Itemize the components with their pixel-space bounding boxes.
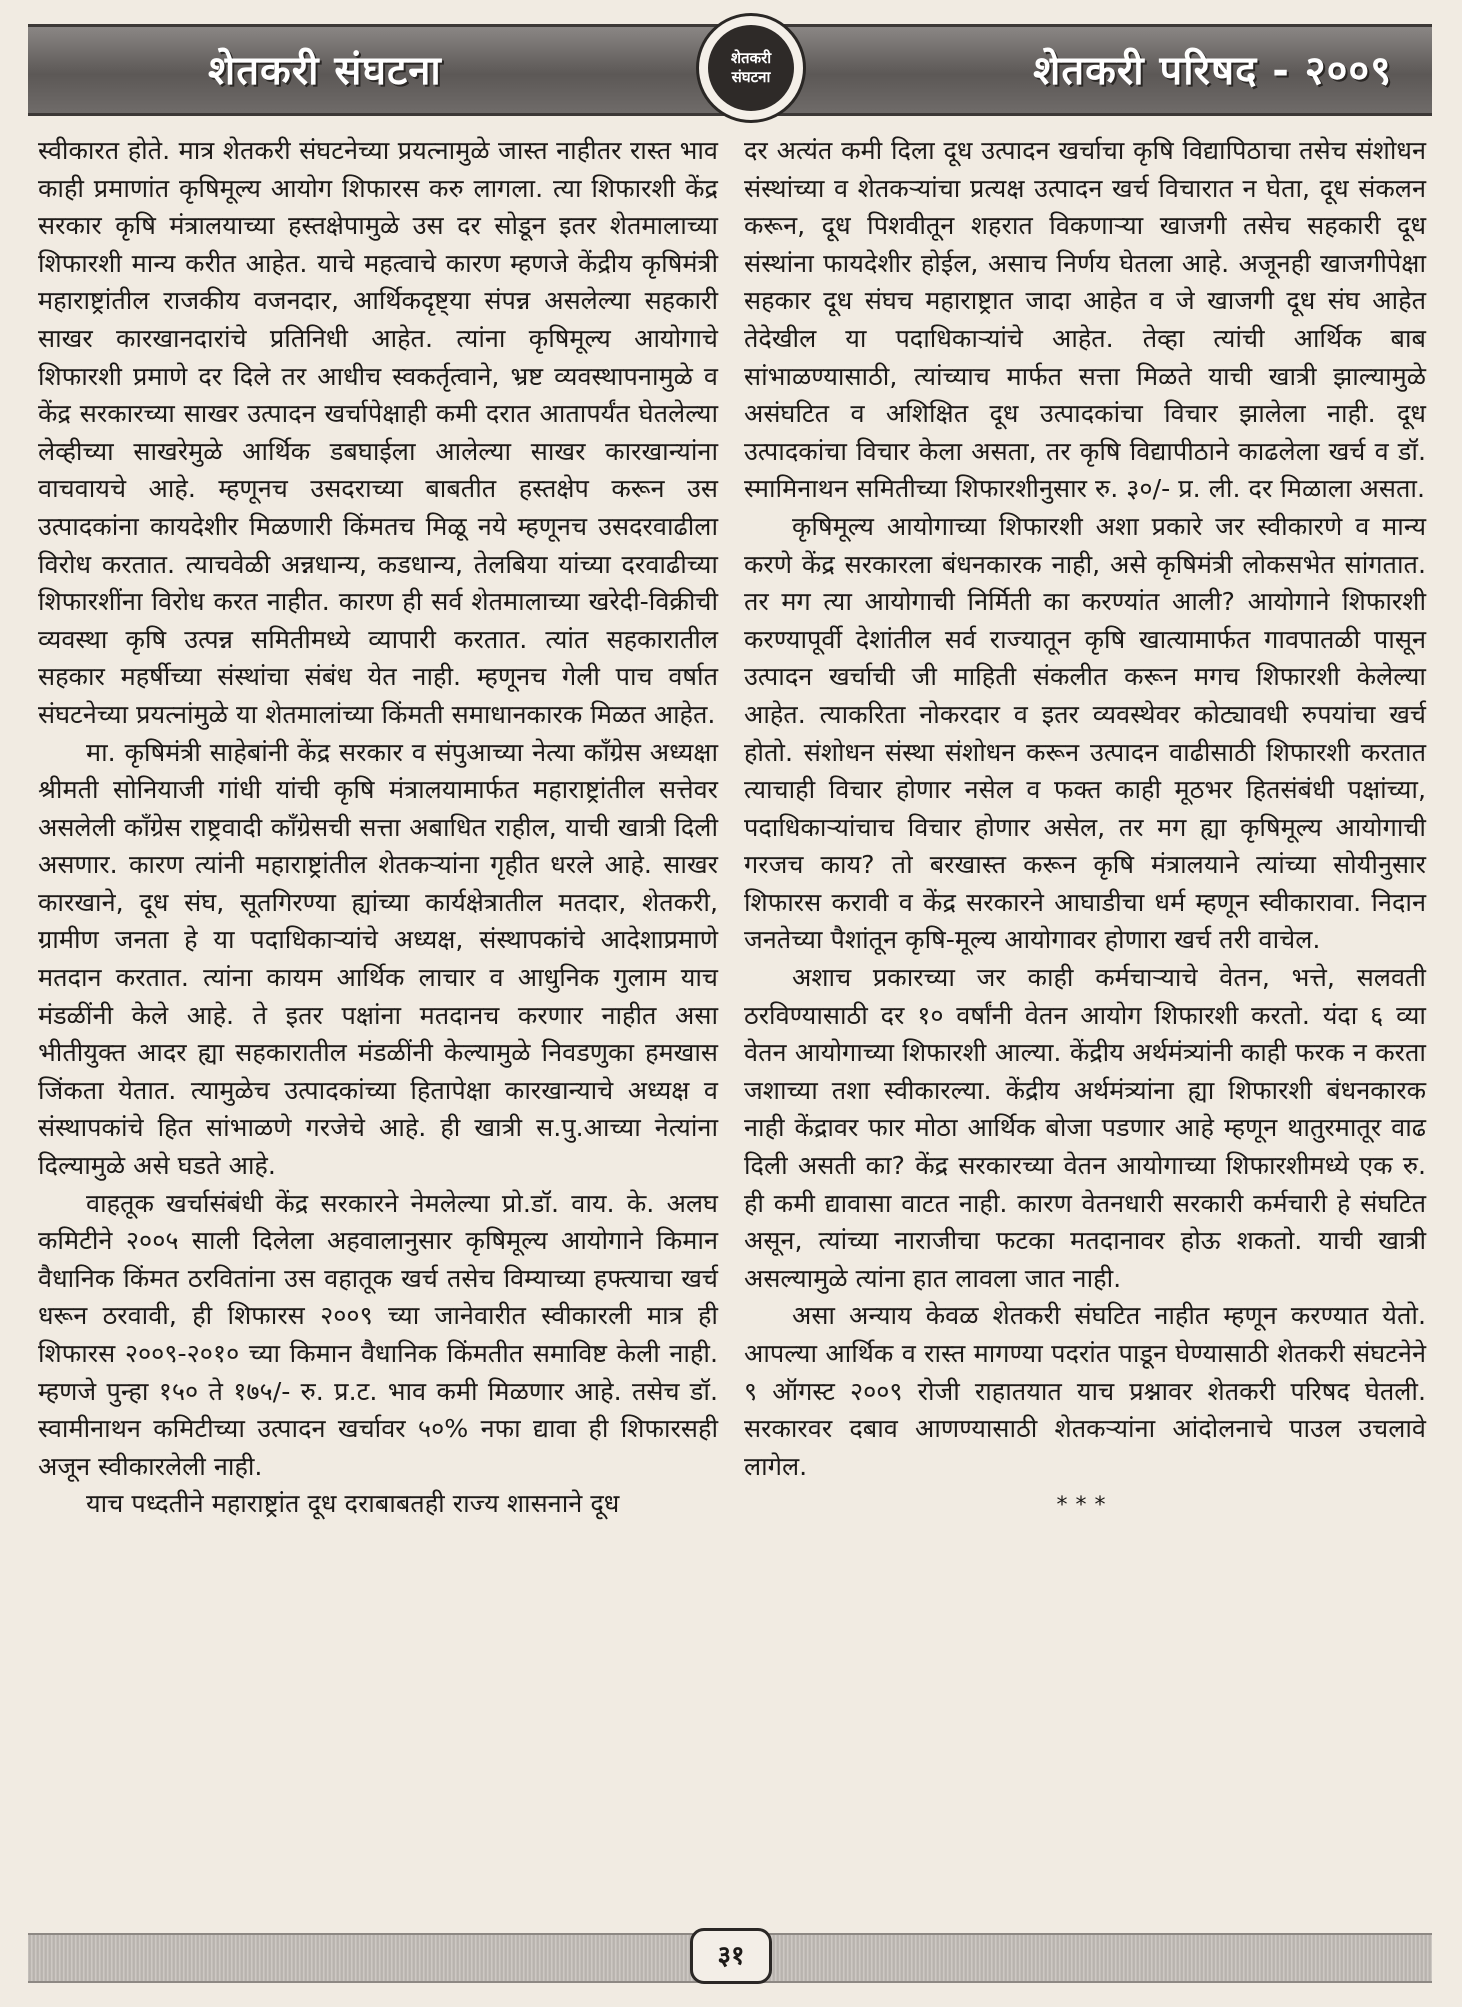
right-text-column <box>744 132 1426 1909</box>
end-of-article-mark: *** <box>1056 1493 1114 1519</box>
paragraph: मा. कृषिमंत्री साहेबांनी केंद्र सरकार व संपुआच्या नेत्या कॉंग्रेस अध्यक्षा श्रीमती सोनियाजी गांधी यांची कृषि मंत्रालयामार्फत महाराष्ट्रांतील सत्तेवर असलेली कॉंग्रेस राष्ट्रवादी कॉंग्रेसची सत्ता अबाधित राहील, याची खात्री दिली असणार. कारण त्यांनी महाराष्ट्रांतील शेतकऱ्यांना गृहीत धरले आहे. साखर कारखाने, दूध संघ, सूतगिरण्या ह्यांच्या कार्यक्षेत्रातील मतदार, शेतकरी, ग्रामीण जनता हे या पदाधिकाऱ्यांचे अध्यक्ष, संस्थापकांचे आदेशाप्रमाणे मतदान करतात. त्यांना कायम आर्थिक लाचार व आधुनिक गुलाम याच मंडळींनी केले आहे. ते इतर पक्षांना मतदानच करणार नाहीत असा भीतीयुक्त आदर ह्या सहकारातील मंडळींनी केल्यामुळे निवडणुका हमखास जिंकता येतात. त्यामुळेच उत्पादकांच्या हितापेक्षा कारखान्याचे अध्यक्ष व संस्थापकांचे हित सांभाळणे गरजेचे आहे. ही खात्री स.पु.आच्या नेत्यांना दिल्यामुळे असे घडते आहे. <box>38 737 718 1181</box>
header-right-title: शेतकरी परिषद - २००९ <box>1033 48 1392 94</box>
page-number: ३१ <box>690 1928 772 1984</box>
paragraph: अशाच प्रकारच्या जर काही कर्मचाऱ्याचे वेतन, भत्ते, सलवती ठरविण्यासाठी दर १० वर्षांनी वेतन आयोग शिफारशी करतो. यंदा ६ व्या वेतन आयोगाच्या शिफारशी आल्या. केंद्रीय अर्थमंत्र्यांनी काही फरक न करता जशाच्या तशा स्वीकारल्या. केंद्रीय अर्थमंत्र्यांना ह्या शिफारशी बंधनकारक नाही केंद्रावर फार मोठा आर्थिक बोजा पडणार आहे म्हणून थातुरमातूर वाढ दिली असती का? केंद्र सरकारच्या वेतन आयोगाच्या शिफारशीमध्ये एक रु. ही कमी द्यावासा वाटत नाही. कारण वेतनधारी सरकारी कर्मचारी हे संघटित असून, त्यांच्या नाराजीचा फटका मतदानावर होऊ शकतो. याची खात्री असल्यामुळे त्यांना हात लावला जात नाही. <box>744 963 1426 1293</box>
paragraph: कृषिमूल्य आयोगाच्या शिफारशी अशा प्रकारे जर स्वीकारणे व मान्य करणे केंद्र सरकारला बंधनकारक नाही, असे कृषिमंत्री लोकसभेत सांगतात. तर मग त्या आयोगाची निर्मिती का करण्यांत आली? आयोगाने शिफारशी करण्यापूर्वी देशांतील सर्व राज्यातून कृषि खात्यामार्फत गावपातळी पासून उत्पादन खर्चाची जी माहिती संकलीत करून मगच शिफारशी केलेल्या आहेत. त्याकरिता नोकरदार व इतर व्यवस्थेवर कोट्यावधी रुपयांचा खर्च होतो. संशोधन संस्था संशोधन करून उत्पादन वाढीसाठी शिफारशी करतात त्याचाही विचार होणार नसेल व फक्त काही मूठभर हितसंबंधी पक्षांच्या, पदाधिकाऱ्यांचाच विचार होणार असेल, तर मग ह्या कृषिमूल्य आयोगाची गरजच काय? तो बरखास्त करून कृषि मंत्रालयाने त्यांच्या सोयीनुसार शिफारस करावी व केंद्र सरकारने आघाडीचा धर्म म्हणून स्वीकारावा. निदान जनतेच्या पैशांतून कृषि-मूल्य आयोगावर होणारा खर्च तरी वाचेल. <box>744 511 1426 955</box>
left-text-column <box>38 132 718 1909</box>
header-left-title: शेतकरी संघटना <box>208 48 442 94</box>
paragraph: स्वीकारत होते. मात्र शेतकरी संघटनेच्या प्रयत्नामुळे जास्त नाहीतर रास्त भाव काही प्रमाणांत कृषिमूल्य आयोग शिफारस करु लागला. त्या शिफारशी केंद्र सरकार कृषि मंत्रालयाच्या हस्तक्षेपामुळे उस दर सोडून इतर शेतमालाच्या शिफारशी मान्य करीत आहेत. याचे महत्वाचे कारण म्हणजे केंद्रीय कृषिमंत्री महाराष्ट्रांतील राजकीय वजनदार, आर्थिकदृष्ट्या संपन्न असलेल्या सहकारी साखर कारखानदारांचे प्रतिनिधी आहेत. त्यांना कृषिमूल्य आयोगाचे शिफारशी प्रमाणे दर दिले तर आधीच स्वकर्तृत्वाने, भ्रष्ट व्यवस्थापनामुळे व केंद्र सरकारच्या साखर उत्पादन खर्चापेक्षाही कमी दरात आतापर्यंत घेतलेल्या लेव्हीच्या साखरेमुळे आर्थिक डबघाईला आलेल्या साखर कारखान्यांना वाचवायचे आहे. म्हणूनच उसदराच्या बाबतीत हस्तक्षेप करून उस उत्पादकांना कायदेशीर मिळणारी किंमतच मिळू नये म्हणूनच उसदरवाढीला विरोध करतात. त्याचवेळी अन्नधान्य, कडधान्य, तेलबिया यांच्या दरवाढीच्या शिफारशींना विरोध करत नाहीत. कारण ही सर्व शेतमालाच्या खरेदी-विक्रीची व्यवस्था कृषि उत्पन्न समितीमध्ये व्यापारी करतात. त्यांत सहकारातील सहकार महर्षीच्या संस्थांचा संबंध येत नाही. म्हणूनच गेली पाच वर्षात संघटनेच्या प्रयत्नांमुळे या शेतमालांच्या किंमती समाधानकारक मिळत आहेत. <box>38 136 718 729</box>
page-header-bar <box>28 24 1432 116</box>
shetkari-sanghatana-logo-icon <box>696 13 806 123</box>
logo-text-top: शेतकरी <box>730 49 772 68</box>
logo-seal <box>708 25 794 111</box>
paragraph: वाहतूक खर्चासंबंधी केंद्र सरकारने नेमलेल्या प्रो.डॉ. वाय. के. अलघ कमिटीने २००५ साली दिलेला अहवालानुसार कृषिमूल्य आयोगाने किमान वैधानिक किंमत ठरवितांना उस वहातूक खर्च तसेच विम्याच्या हफ्त्याचा खर्च धरून ठरवावी, ही शिफारस २००९ च्या जानेवारीत स्वीकारली मात्र ही शिफारस २००९-२०१० च्या किमान वैधानिक किंमतीत समाविष्ट केली नाही. म्हणजे पुन्हा १५० ते १७५/- रु. प्र.ट. भाव कमी मिळणार आहे. तसेच डॉ. स्वामीनाथन कमिटीच्या उत्पादन खर्चावर ५०% नफा द्यावा ही शिफारसही अजून स्वीकारलेली नाही. <box>38 1188 718 1481</box>
logo-text-bottom: संघटना <box>731 68 771 86</box>
paragraph: असा अन्याय केवळ शेतकरी संघटित नाहीत म्हणून करण्यात येतो. आपल्या आर्थिक व रास्त मागण्या पदरांत पाडून घेण्यासाठी शेतकरी संघटनेने ९ ऑगस्ट २००९ रोजी राहातयात याच प्रश्नावर शेतकरी परिषद घेतली. सरकारवर दबाव आणण्यासाठी शेतकऱ्यांना आंदोलनाचे पाउल उचलावे लागेल. <box>744 1301 1426 1481</box>
paragraph: याच पध्दतीने महाराष्ट्रांत दूध दराबाबतही राज्य शासनाने दूध <box>86 1489 620 1519</box>
paragraph: दर अत्यंत कमी दिला दूध उत्पादन खर्चाचा कृषि विद्यापिठाचा तसेच संशोधन संस्थांच्या व शेतकऱ्यांचा प्रत्यक्ष उत्पादन खर्च विचारात न घेता, दूध संकलन करून, दूध पिशवीतून शहरात विकणाऱ्या खाजगी तसेच सहकारी दूध संस्थांना फायदेशीर होईल, असाच निर्णय घेतला आहे. अजूनही खाजगीपेक्षा सहकार दूध संघच महाराष्ट्रात जादा आहेत व जे खाजगी दूध संघ आहेत तेदेखील या पदाधिकाऱ्यांचे आहेत. तेव्हा त्यांची आर्थिक बाब सांभाळण्यासाठी, त्यांच्याच मार्फत सत्ता मिळते याची खात्री झाल्यामुळे असंघटित व अशिक्षित दूध उत्पादकांचा विचार झालेला नाही. दूध उत्पादकांचा विचार केला असता, तर कृषि विद्यापीठाने काढलेला खर्च व डॉ. स्मामिनाथन समितीच्या शिफारशीनुसार रु. ३०/- प्र. ली. दर मिळाला असता. <box>744 136 1426 504</box>
